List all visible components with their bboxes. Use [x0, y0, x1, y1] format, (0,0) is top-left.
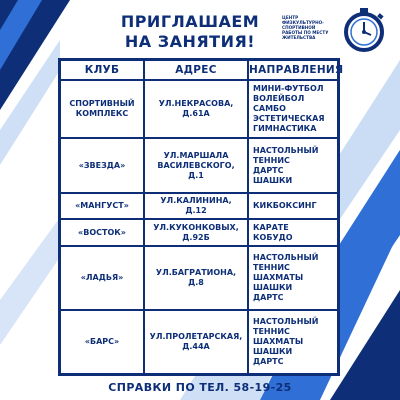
address-line: УЛ.МАРШАЛА — [163, 150, 229, 160]
club-cell — [60, 138, 144, 193]
header-directions: НАПРАВЛЕНИЯ — [248, 60, 338, 80]
direction-item: КОБУДО — [253, 232, 293, 242]
direction-item: ЭСТЕТИЧЕСКАЯ — [253, 114, 325, 123]
direction-item: ТЕННИС — [253, 155, 290, 165]
stripe-bottom-left-light — [0, 220, 58, 345]
table-row — [60, 193, 338, 219]
direction-item: КИКБОКСИНГ — [253, 201, 317, 210]
directions-cell — [248, 219, 338, 246]
direction-item: КАРАТЕ — [253, 222, 289, 232]
address-line: УЛ.БАГРАТИОНА, — [155, 268, 237, 277]
direction-item: ШАХМАТЫ — [253, 273, 304, 282]
table-row — [60, 80, 338, 138]
direction-item: МИНИ-ФУТБОЛ — [253, 84, 324, 93]
club-cell — [60, 310, 144, 374]
club-name-line: «ЗВЕЗДА» — [78, 160, 126, 170]
address-line: Д.8 — [188, 278, 204, 287]
logo-caption-line-1: ЦЕНТР — [282, 15, 299, 20]
address-cell — [144, 193, 248, 219]
address-line: Д.12 — [185, 206, 207, 215]
direction-item: ТЕННИС — [253, 263, 290, 272]
clubs-table — [58, 58, 344, 376]
table-row — [60, 219, 338, 246]
club-name-line: КОМПЛЕКС — [75, 109, 129, 118]
direction-item: ДАРТС — [253, 165, 284, 175]
address-cell — [144, 80, 248, 138]
address-line: Д.1 — [188, 170, 204, 180]
club-cell — [60, 193, 144, 219]
address-line: ВАСИЛЕВСКОГО, — [157, 160, 235, 170]
direction-item: ШАШКИ — [253, 283, 293, 292]
table-row — [60, 310, 338, 374]
directions-cell — [248, 80, 338, 138]
club-name-line: СПОРТИВНЫЙ — [69, 99, 135, 108]
title-line-1: ПРИГЛАШАЕМ — [120, 12, 260, 31]
address-line: УЛ.КУКОНКОВЫХ, — [153, 222, 239, 232]
phone-info: СПРАВКИ ПО ТЕЛ. 58-19-25 — [108, 381, 292, 394]
title-line-2: НА ЗАНЯТИЯ! — [124, 32, 256, 51]
club-name-line: «БАРС» — [84, 337, 120, 346]
club-cell — [60, 246, 144, 310]
club-name-line: «ЛАДЬЯ» — [80, 273, 124, 282]
address-line: Д.61А — [182, 109, 210, 118]
address-line: УЛ.ПРОЛЕТАРСКАЯ, — [149, 332, 243, 341]
table-header-row — [60, 60, 338, 80]
club-cell — [60, 80, 144, 138]
direction-item: ШАХМАТЫ — [253, 337, 304, 346]
direction-item: ШАШКИ — [253, 347, 293, 356]
table-row — [60, 138, 338, 193]
address-line: УЛ.КАЛИНИНА, — [160, 196, 232, 205]
direction-item: ДАРТС — [253, 293, 284, 302]
address-cell — [144, 246, 248, 310]
direction-item: НАСТОЛЬНЫЙ — [253, 317, 319, 326]
page-title — [60, 12, 320, 52]
logo-caption — [282, 15, 350, 40]
direction-item: НАСТОЛЬНЫЙ — [253, 145, 319, 155]
logo-caption-line-3: РАБОТЫ ПО МЕСТУ ЖИТЕЛЬСТВА — [282, 30, 329, 40]
direction-item: ВОЛЕЙБОЛ — [253, 94, 305, 103]
directions-cell — [248, 138, 338, 193]
club-name-line: «МАНГУСТ» — [75, 201, 129, 210]
header-club: КЛУБ — [60, 60, 144, 80]
logo-caption-line-2: ФИЗКУЛЬТУРНО-СПОРТИВНОЙ — [282, 20, 324, 30]
directions-cell — [248, 193, 338, 219]
direction-item: САМБО — [253, 104, 286, 113]
address-cell — [144, 219, 248, 246]
header-address: АДРЕС — [144, 60, 248, 80]
directions-cell — [248, 310, 338, 374]
direction-item: ГИМНАСТИКА — [253, 124, 317, 133]
address-cell — [144, 138, 248, 193]
direction-item: ТЕННИС — [253, 327, 290, 336]
direction-item: ШАШКИ — [253, 175, 293, 185]
table-row — [60, 246, 338, 310]
club-name-line: «ВОСТОК» — [78, 227, 126, 237]
address-line: Д.44А — [182, 342, 210, 351]
address-line: УЛ.НЕКРАСОВА, — [158, 99, 234, 108]
address-cell — [144, 310, 248, 374]
club-cell — [60, 219, 144, 246]
directions-cell — [248, 246, 338, 310]
address-line: Д.92Б — [182, 232, 210, 242]
direction-item: ДАРТС — [253, 357, 284, 366]
direction-item: НАСТОЛЬНЫЙ — [253, 253, 319, 262]
